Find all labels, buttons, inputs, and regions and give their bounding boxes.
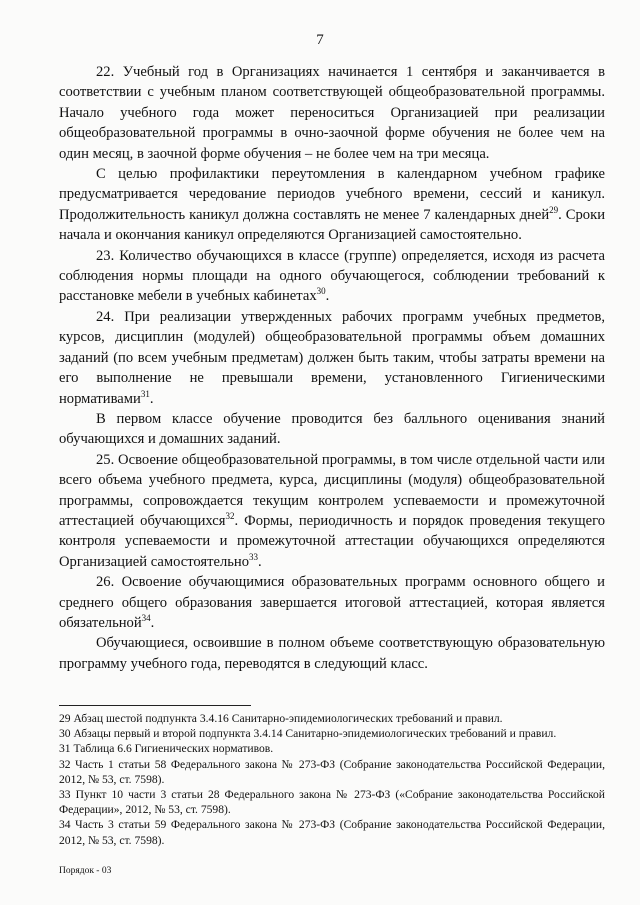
- footnote-30: 30 Абзацы первый и второй подпункта 3.4.14 Санитарно-эпидемиологических требований и правил.: [59, 727, 557, 741]
- paragraph-promotion: Обучающиеся, освоившие в полном объеме соответствующую образовательную программу учебного года, переводятся в следующий класс.: [59, 635, 605, 672]
- footnote-ref-30[interactable]: 30: [316, 286, 326, 297]
- footnote-34: 34 Часть 3 статьи 59 Федерального закона № 273-ФЗ (Собрание законодательства Российской Федерации, 2012, № 53, ст. 7598).: [59, 818, 605, 847]
- paragraph-23: 23. Количество обучающихся в классе (группе) определяется, исходя из расчета соблюдения нормы площади на одного обучающегося, соблюдении требований к расстановке мебели в учебных кабинетах$^{30}$.: [59, 247, 605, 305]
- footer-code: Порядок - 03: [59, 866, 112, 876]
- paragraph-24: 24. При реализации утвержденных рабочих программ учебных предметов, курсов, дисциплин (модулей) общеобразовательной программы объем домашних заданий (по всем учебным предметам) должен быть таким, чтобы затраты времени на его выполнение не превышали времени, установленного Гигиеническими нормативами$^{31}$.: [59, 308, 605, 407]
- body-text: [59, 62, 605, 674]
- paragraph-vacation: С целью профилактики переутомления в календарном учебном графике предусматривается чередование периодов учебного времени, сессий и каникул. Продолжительность каникул должна составлять не менее 7 календарных дней$^{29}$. Сроки начала и окончания каникул определяются Организацией самостоятельно.: [59, 166, 605, 244]
- footnote-32: 32 Часть 1 статьи 58 Федерального закона № 273-ФЗ (Собрание законодательства Российской Федерации, 2012, № 53, ст. 7598).: [59, 757, 605, 786]
- paragraph-26: 26. Освоение обучающимися образовательных программ основного общего и среднего общего образования завершается итоговой аттестацией, которая является обязательной$^{34}$.: [59, 574, 605, 631]
- paragraph-25: 25. Освоение общеобразовательной программы, в том числе отдельной части или всего объема учебного предмета, курса, дисциплины (модуля) общеобразовательной программы, сопровождается текущим контролем успеваемости и промежуточной аттестацией обучающихся$^{32}$. Формы, периодичность и порядок проведения текущего контроля успеваемости и промежуточной аттестации обучающихся определяются Организацией самостоятельно$^{33}$.: [59, 451, 605, 570]
- footnote-divider: [59, 705, 251, 706]
- footnote-31: 31 Таблица 6.6 Гигиенических нормативов.: [59, 742, 274, 756]
- paragraph-first-grade: В первом классе обучение проводится без балльного оценивания знаний обучающихся и домашних заданий.: [59, 410, 605, 448]
- paragraph-22: 22. Учебный год в Организациях начинается 1 сентября и заканчивается в соответствии с учебным планом соответствующей общеобразовательной программы. Начало учебного года может переноситься Организацией при реализации общеобразовательной программы в очно-заочной форме обучения не более чем на один месяц, в заочной форме обучения – не более чем на три месяца.: [59, 64, 605, 162]
- footnote-29: 29 Абзац шестой подпункта 3.4.16 Санитарно-эпидемиологических требований и правил.: [59, 712, 503, 725]
- footnote-ref-34[interactable]: 34: [141, 613, 151, 624]
- footnote-ref-29[interactable]: 29: [549, 204, 559, 215]
- footnote-ref-32[interactable]: 32: [225, 511, 235, 522]
- footnote-ref-33[interactable]: 33: [249, 551, 259, 562]
- footnote-ref-31[interactable]: 31: [140, 388, 150, 399]
- page-number: 7: [316, 32, 324, 48]
- footnote-33: 33 Пункт 10 части 3 статьи 28 Федерального закона № 273-ФЗ («Собрание законодательства Российской Федерации», 2012, № 53, ст. 7598).: [59, 788, 605, 817]
- footnotes: [59, 711, 605, 848]
